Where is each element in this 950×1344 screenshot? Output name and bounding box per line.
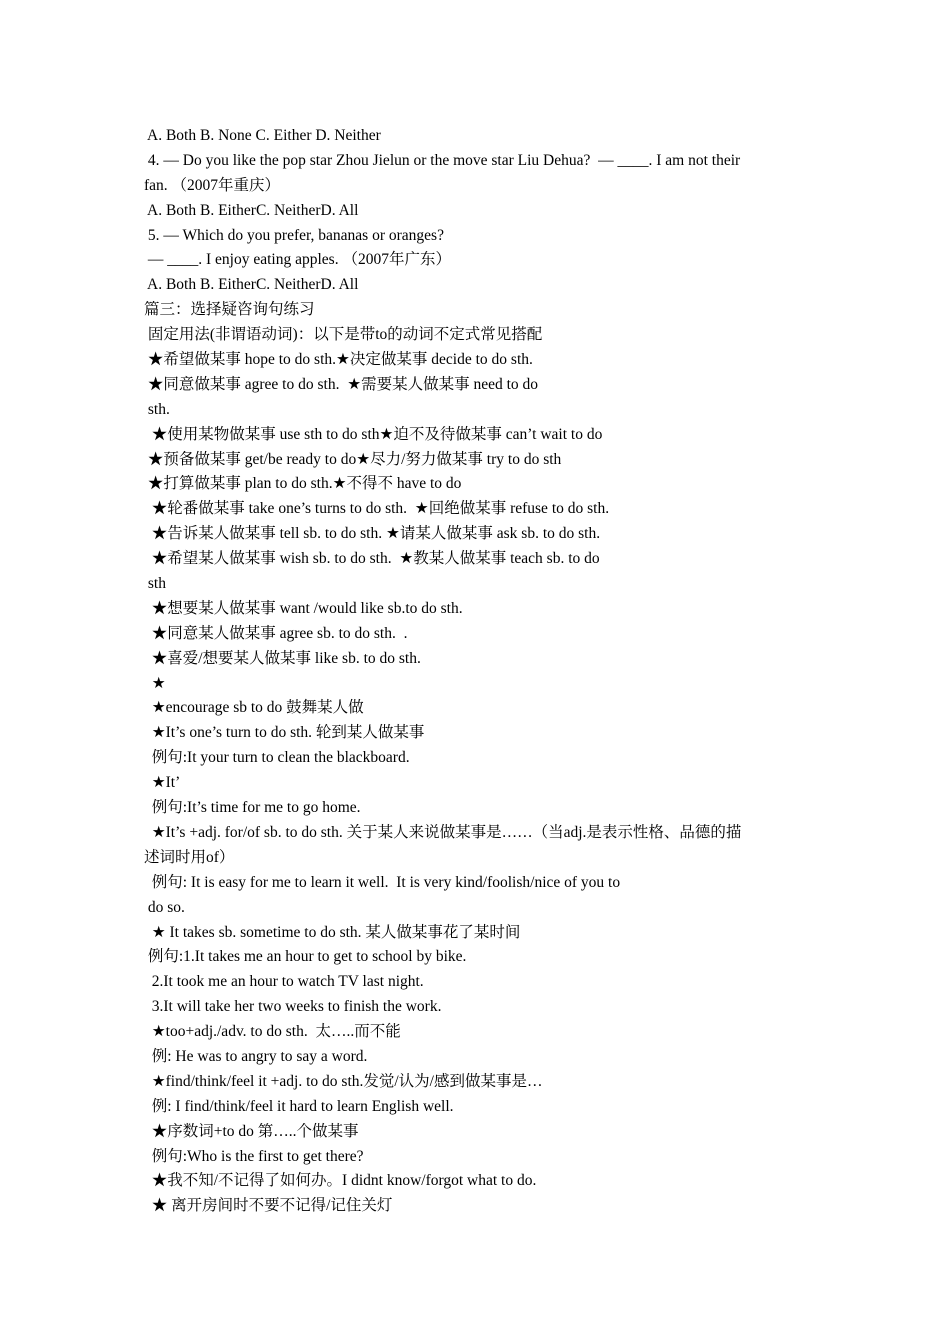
text-line: 例: He was to angry to say a word.	[144, 1047, 368, 1065]
text-line: ★预备做某事 get/be ready to do★尽力/努力做某事 try to do sth	[144, 450, 562, 468]
text-line: — ____. I enjoy eating apples. （2007年广东）	[144, 251, 451, 269]
text-line: ★ It takes sb. sometime to do sth. 某人做某事花了某时间	[144, 923, 521, 941]
text-line: 4. — Do you like the pop star Zhou Jielun or the move star Liu Dehua? — ____. I am not their	[144, 151, 741, 169]
section-heading: 篇三：选择疑咨询句练习	[144, 301, 315, 319]
text-line: ★告诉某人做某事 tell sb. to do sth. ★请某人做某事 ask sb. to do sth.	[144, 525, 601, 543]
text-line: 例: I find/think/feel it hard to learn English well.	[144, 1097, 454, 1115]
text-line: ★ 离开房间时不要不记得/记住关灯	[144, 1197, 393, 1215]
text-line: ★It’	[144, 774, 181, 792]
text-line: ★打算做某事 plan to do sth.★不得不 have to do	[144, 475, 462, 493]
text-line: 例句: It is easy for me to learn it well. It is very kind/foolish/nice of you to	[144, 873, 621, 891]
text-line: 2.It took me an hour to watch TV last night.	[144, 973, 424, 991]
text-line: 述词时用of）	[144, 848, 235, 866]
text-line: A. Both B. EitherC. NeitherD. All	[144, 276, 359, 294]
text-line: fan. （2007年重庆）	[144, 176, 281, 194]
text-line: sth	[144, 575, 166, 593]
text-line: ★序数词+to do 第…..个做某事	[144, 1122, 359, 1140]
text-line: ★	[144, 674, 166, 692]
text-line: ★喜爱/想要某人做某事 like sb. to do sth.	[144, 649, 421, 667]
text-line: A. Both B. EitherC. NeitherD. All	[144, 201, 359, 219]
text-line: ★我不知/不记得了如何办。I didnt know/forgot what to do.	[144, 1172, 537, 1190]
text-line: sth.	[144, 400, 170, 418]
text-line: ★同意做某事 agree to do sth. ★需要某人做某事 need to do	[144, 375, 539, 393]
text-line: 例句:It’s time for me to go home.	[144, 799, 361, 817]
text-line: do so.	[144, 898, 185, 916]
text-line: A. Both B. None C. Either D. Neither	[144, 127, 381, 144]
text-line: ★find/think/feel it +adj. to do sth.发觉/认为/感到做某事是…	[144, 1072, 543, 1090]
text-line: 例句:It your turn to clean the blackboard.	[144, 749, 410, 767]
text-line: ★希望某人做某事 wish sb. to do sth. ★教某人做某事 teach sb. to do	[144, 550, 600, 568]
text-line: ★希望做某事 hope to do sth.★决定做某事 decide to do sth.	[144, 351, 533, 369]
text-line: 例句:1.It takes me an hour to get to school by bike.	[144, 948, 467, 966]
text-line: ★encourage sb to do 鼓舞某人做	[144, 699, 364, 717]
text-line: ★轮番做某事 take one’s turns to do sth. ★回绝做某事 refuse to do sth.	[144, 500, 610, 518]
text-line: ★使用某物做某事 use sth to do sth★迫不及待做某事 can’t wait to do	[144, 425, 603, 443]
text-line: ★It’s +adj. for/of sb. to do sth. 关于某人来说做某事是……（当adj.是表示性格、品德的描	[144, 823, 742, 841]
text-line: 3.It will take her two weeks to finish the work.	[144, 998, 442, 1016]
text-line: 例句:Who is the first to get there?	[144, 1147, 364, 1165]
text-line: ★同意某人做某事 agree sb. to do sth. .	[144, 624, 408, 642]
text-line: 固定用法(非谓语动词)：以下是带to的动词不定式常见搭配	[144, 326, 543, 344]
document-page	[144, 124, 814, 1219]
text-line: ★too+adj./adv. to do sth. 太…..而不能	[144, 1023, 401, 1041]
text-line: ★想要某人做某事 want /would like sb.to do sth.	[144, 599, 463, 617]
text-line: 5. — Which do you prefer, bananas or oranges?	[144, 226, 444, 244]
text-line: ★It’s one’s turn to do sth. 轮到某人做某事	[144, 724, 425, 742]
